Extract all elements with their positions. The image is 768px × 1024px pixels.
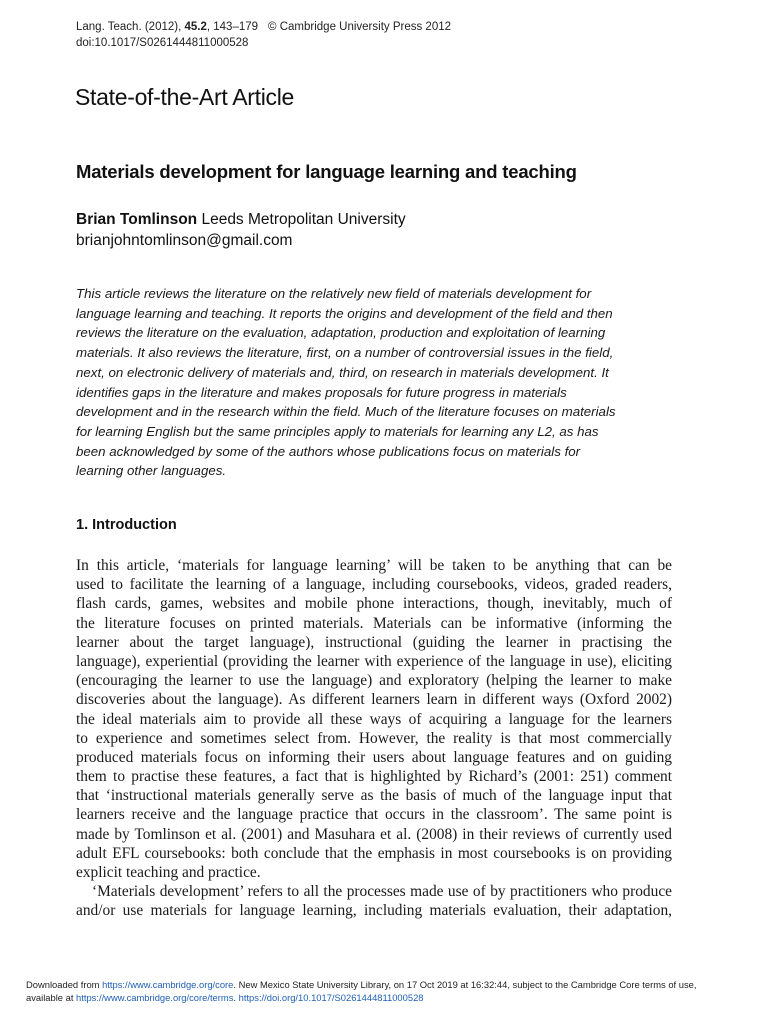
body-line: them to practise these features, a fact that is highlighted by Richard’s (2001: 251) comment [76,768,672,786]
article-type-heading: State-of-the-Art Article [75,84,295,110]
body-line: learner about the target language), instructional (guiding the learner in practising the [76,633,672,651]
body-line: explicit teaching and practice. [76,864,261,881]
doi-line: doi:10.1017/S0261444811000528 [76,36,249,49]
author-block [76,209,406,251]
abstract-line: for learning English but the same principles apply to materials for learning any L2, as has [76,423,599,439]
doi-link[interactable]: https://doi.org/10.1017/S0261444811000528 [238,991,424,1003]
abstract-line: learning other languages. [76,463,227,479]
body-line: the literature focuses on printed materials. Materials can be informative (informing the [76,614,672,632]
body-line: produced materials focus on informing their users about language features and on guiding [76,748,672,766]
abstract-line: This article reviews the literature on the relatively new field of materials development for [76,286,592,301]
journal-citation [76,20,451,51]
citation-prefix: Lang. Teach. (2012), [76,21,185,33]
body-line: and/or use materials for language learning, including materials evaluation, their adaptation, [76,902,672,920]
body-line: language), experiential (providing the learner with experience of the language in use), eliciting [76,652,672,670]
body-line: used to facilitate the learning of a language, including coursebooks, videos, graded readers, [76,576,672,594]
footer-line-1 [26,979,756,992]
body-line: ‘Materials development’ refers to all the processes made use of by practitioners who produce [92,883,672,901]
abstract-line: identifies gaps in the literature and makes proposals for future progress in materials [76,384,567,400]
body-line: (encouraging the learner to use the language) and exploratory (helping the learner to make [76,672,672,690]
body-line: adult EFL coursebooks: both conclude that the emphasis in most coursebooks is on providing [76,844,672,862]
body-line: learners receive and the language practice that occurs in the classroom’. The same point is [76,806,672,824]
abstract-line: language learning and teaching. It reports the origins and development of the field and then [76,305,613,321]
cambridge-core-link[interactable]: https://www.cambridge.org/core [102,979,234,990]
copyright-notice: © Cambridge University Press 2012 [268,21,452,33]
body-line: to experience and sometimes select from. However, the reality is that most commercially [76,729,672,747]
footer-downloaded-label: Downloaded from [26,979,103,990]
abstract-line: reviews the literature on the evaluation, adaptation, production and exploitation of learning [76,325,606,341]
section-heading: 1. Introduction [76,517,177,533]
body-line: discoveries about the language). As different learners learn in different ways (Oxford 2002) [76,691,672,709]
body-line: flash cards, games, websites and mobile phone interactions, though, inevitably, much of [76,595,672,613]
footer-line-2 [26,992,756,1005]
author-email: brianjohntomlinson@gmail.com [76,232,293,249]
footer-available-label: available at [26,991,77,1003]
page-range: , 143–179 [206,21,259,33]
body-line: the ideal materials aim to provide all these ways of acquiring a language for the learners [76,710,672,728]
footer-download-info: . New Mexico State University Library, on 17 Oct 2019 at 16:32:44, subject to the Cambridge Core terms of use, [233,979,697,990]
volume-issue: 45.2 [184,21,207,33]
body-line: that ‘instructional materials generally serve as the basis of much of the language input that [76,787,672,805]
body-text [76,556,672,921]
author-affiliation: Leeds Metropolitan University [201,211,406,228]
abstract-line: next, on electronic delivery of materials and, third, on research in materials development. It [76,364,609,380]
footer-separator: . [233,991,239,1003]
body-line: made by Tomlinson et al. (2001) and Masuhara et al. (2008) in their reviews of currently used [76,825,672,843]
terms-link[interactable]: https://www.cambridge.org/core/terms [76,991,234,1003]
author-name: Brian Tomlinson [76,211,198,228]
article-title: Materials development for language learning and teaching [76,161,577,182]
abstract [76,284,616,481]
citation-line [76,20,451,36]
abstract-line: been acknowledged by some of the authors whose publications focus on materials for [76,443,581,459]
abstract-line: development and in the research within the field. Much of the literature focuses on materials [76,404,616,420]
abstract-line: materials. It also reviews the literature, first, on a number of controversial issues in the field, [76,345,614,361]
download-footer [26,979,756,1004]
body-line: In this article, ‘materials for language learning’ will be taken to be anything that can be [76,557,672,574]
